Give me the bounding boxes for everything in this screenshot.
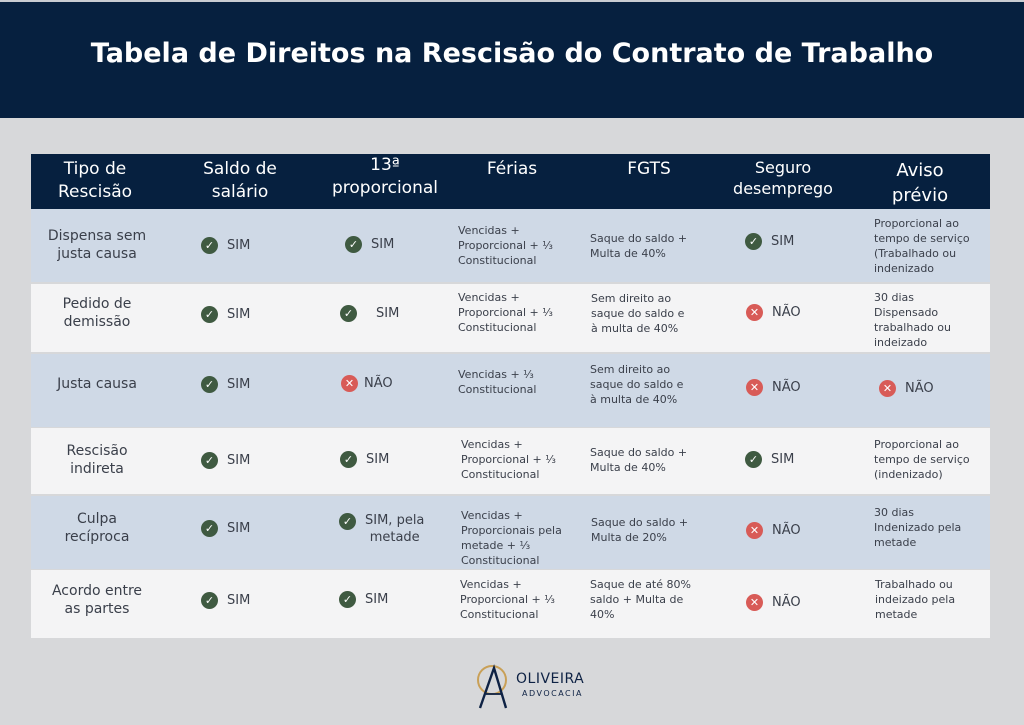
- table-row: [31, 428, 990, 494]
- table-row: [31, 354, 990, 427]
- saldo-cell: ✓ SIM: [201, 592, 250, 609]
- header-saldo: Saldo de salário: [203, 159, 277, 202]
- fgts-cell: Saque do saldo + Multa de 40%: [590, 232, 688, 260]
- aviso-cell: Proporcional ao tempo de serviço (Trabalhado ou indenizado: [874, 217, 970, 275]
- decimo-cell: ✕ NÃO: [341, 375, 393, 392]
- check-icon: ✓: [339, 591, 356, 608]
- aviso-cell: Proporcional ao tempo de serviço (indenizado): [874, 438, 970, 481]
- decimo-cell: ✓ SIM: [340, 451, 389, 468]
- cross-icon: ✕: [879, 380, 896, 397]
- decimo-cell: ✓ SIM: [340, 305, 399, 322]
- seguro-cell: ✕ NÃO: [746, 594, 801, 611]
- check-icon: ✓: [201, 452, 218, 469]
- seguro-cell: ✓ SIM: [745, 451, 794, 468]
- logo-name: OLIVEIRA: [516, 671, 585, 687]
- seguro-cell: ✕ NÃO: [746, 304, 801, 321]
- table-row: [31, 209, 990, 282]
- saldo-cell: ✓ SIM: [201, 376, 250, 393]
- ferias-cell: Vencidas + Proporcional + ⅓ Constitucional: [458, 291, 553, 334]
- ferias-cell: Vencidas + Proporcionais pela metade + ⅓ Constitucional: [461, 509, 562, 567]
- header-ferias: Férias: [486, 159, 538, 179]
- saldo-cell: ✓ SIM: [201, 452, 250, 469]
- tipo-cell: Acordo entre as partes: [51, 583, 143, 617]
- cross-icon: ✕: [746, 522, 763, 539]
- aviso-cell: Trabalhado ou indeizado pela metade: [875, 578, 956, 621]
- check-icon: ✓: [339, 513, 356, 530]
- fgts-cell: Saque do saldo + Multa de 20%: [591, 516, 689, 544]
- decimo-cell: ✓ SIM, pela metade: [339, 512, 424, 546]
- header-tipo: Tipo de Rescisão: [57, 159, 133, 202]
- check-icon: ✓: [340, 305, 357, 322]
- header-aviso: Aviso prévio: [891, 160, 949, 206]
- aviso-cell: 30 dias Dispensado trabalhado ou indeizado: [874, 291, 951, 349]
- seguro-cell: ✕ NÃO: [746, 522, 801, 539]
- table-row: [31, 496, 990, 569]
- decimo-cell: ✓ SIM: [339, 591, 388, 608]
- cross-icon: ✕: [341, 375, 358, 392]
- header-seguro: Seguro desemprego: [733, 158, 833, 198]
- ferias-cell: Vencidas + Proporcional + ⅓ Constitucional: [461, 438, 556, 481]
- ferias-cell: Vencidas + Proporcional + ⅓ Constitucional: [458, 224, 553, 267]
- cross-icon: ✕: [746, 304, 763, 321]
- table-header-row: [31, 154, 990, 209]
- check-icon: ✓: [201, 306, 218, 323]
- saldo-cell: ✓ SIM: [201, 306, 250, 323]
- aviso-cell: ✕ NÃO: [879, 380, 934, 397]
- check-icon: ✓: [745, 451, 762, 468]
- saldo-cell: ✓ SIM: [201, 520, 250, 537]
- fgts-cell: Saque do saldo + Multa de 40%: [590, 446, 688, 474]
- check-icon: ✓: [201, 237, 218, 254]
- cross-icon: ✕: [746, 379, 763, 396]
- check-icon: ✓: [201, 592, 218, 609]
- check-icon: ✓: [201, 520, 218, 537]
- cross-icon: ✕: [746, 594, 763, 611]
- ferias-cell: Vencidas + ⅓ Constitucional: [458, 368, 537, 396]
- header-fgts: FGTS: [627, 159, 671, 179]
- fgts-cell: Sem direito ao saque do saldo e à multa de 40%: [590, 363, 684, 406]
- page-title: Tabela de Direitos na Rescisão do Contrato de Trabalho: [90, 38, 934, 69]
- tipo-cell: Dispensa sem justa causa: [47, 228, 147, 262]
- tipo-cell: Pedido de demissão: [62, 296, 132, 330]
- aviso-cell: 30 dias Indenizado pela metade: [874, 506, 962, 549]
- tipo-cell: Rescisão indireta: [66, 443, 128, 477]
- header-decimo: 13ª proporcional: [331, 155, 438, 198]
- tipo-cell: Culpa recíproca: [64, 511, 130, 545]
- check-icon: ✓: [340, 451, 357, 468]
- saldo-cell: ✓ SIM: [201, 237, 250, 254]
- table-row: [31, 284, 990, 352]
- ferias-cell: Vencidas + Proporcional + ⅓ Constitucional: [460, 578, 555, 621]
- check-icon: ✓: [745, 233, 762, 250]
- decimo-cell: ✓ SIM: [345, 236, 394, 253]
- seguro-cell: ✓ SIM: [745, 233, 794, 250]
- tipo-cell: Justa causa: [57, 376, 137, 392]
- check-icon: ✓: [201, 376, 218, 393]
- table-row: [31, 570, 990, 638]
- fgts-cell: Saque de até 80% saldo + Multa de 40%: [590, 578, 691, 621]
- seguro-cell: ✕ NÃO: [746, 379, 801, 396]
- check-icon: ✓: [345, 236, 362, 253]
- fgts-cell: Sem direito ao saque do saldo e à multa de 40%: [591, 292, 685, 335]
- logo-subtitle: ADVOCACIA: [522, 689, 583, 698]
